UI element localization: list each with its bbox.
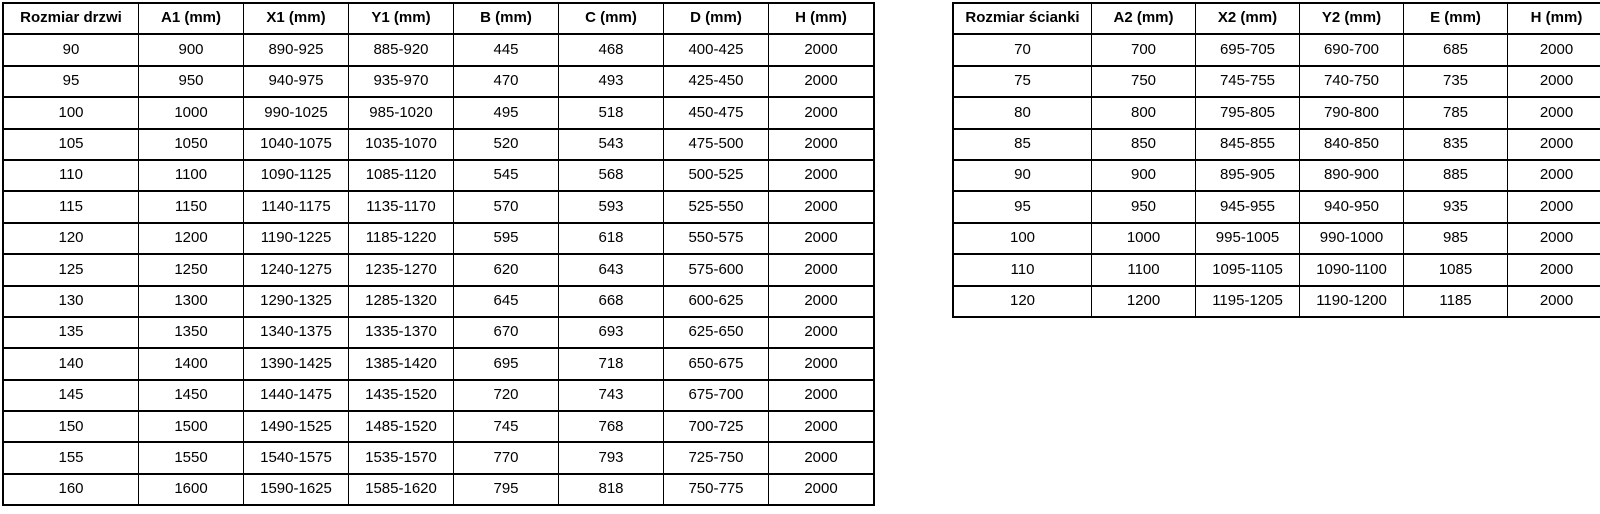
table-cell: 495 (454, 97, 559, 128)
column-header: B (mm) (454, 3, 559, 34)
table-cell: 890-925 (244, 34, 349, 65)
table-cell: 130 (3, 286, 139, 317)
table-cell: 935-970 (349, 66, 454, 97)
table-cell: 900 (1092, 160, 1196, 191)
table-cell: 2000 (1508, 66, 1600, 97)
table-cell: 1585-1620 (349, 474, 454, 505)
table-cell: 890-900 (1300, 160, 1404, 191)
column-header: Rozmiar ścianki (953, 3, 1092, 34)
table-cell: 2000 (769, 34, 875, 65)
table-cell: 2000 (1508, 254, 1600, 285)
column-header: D (mm) (664, 3, 769, 34)
table-cell: 1040-1075 (244, 129, 349, 160)
table-cell: 95 (3, 66, 139, 97)
column-header: A1 (mm) (139, 3, 244, 34)
table-row (3, 66, 874, 97)
table-cell: 750-775 (664, 474, 769, 505)
table-cell: 950 (139, 66, 244, 97)
table-cell: 793 (559, 442, 664, 473)
table-cell: 940-950 (1300, 191, 1404, 222)
table-row (953, 97, 1600, 128)
table-row (3, 254, 874, 285)
table-cell: 935 (1404, 191, 1508, 222)
table-cell: 568 (559, 160, 664, 191)
table-cell: 1435-1520 (349, 380, 454, 411)
table-cell: 120 (3, 223, 139, 254)
table-cell: 2000 (769, 254, 875, 285)
table-cell: 425-450 (664, 66, 769, 97)
table-cell: 985 (1404, 223, 1508, 254)
table-cell: 1490-1525 (244, 411, 349, 442)
table-cell: 2000 (769, 474, 875, 505)
table-cell: 995-1005 (1196, 223, 1300, 254)
table-cell: 2000 (769, 160, 875, 191)
table-cell: 1350 (139, 317, 244, 348)
table-row (953, 223, 1600, 254)
table-cell: 1500 (139, 411, 244, 442)
table-row (953, 160, 1600, 191)
table-cell: 1200 (139, 223, 244, 254)
table-cell: 795 (454, 474, 559, 505)
table-cell: 90 (3, 34, 139, 65)
table-cell: 1195-1205 (1196, 286, 1300, 317)
table-cell: 885 (1404, 160, 1508, 191)
table-cell: 570 (454, 191, 559, 222)
table-row (953, 286, 1600, 317)
table-cell: 1540-1575 (244, 442, 349, 473)
table-cell: 685 (1404, 34, 1508, 65)
table-cell: 625-650 (664, 317, 769, 348)
table-cell: 618 (559, 223, 664, 254)
column-header: A2 (mm) (1092, 3, 1196, 34)
table-cell: 743 (559, 380, 664, 411)
table-cell: 895-905 (1196, 160, 1300, 191)
table-cell: 695-705 (1196, 34, 1300, 65)
table-cell: 110 (3, 160, 139, 191)
table-cell: 400-425 (664, 34, 769, 65)
table-cell: 2000 (1508, 34, 1600, 65)
table-cell: 1050 (139, 129, 244, 160)
table-cell: 693 (559, 317, 664, 348)
table-cell: 790-800 (1300, 97, 1404, 128)
table-cell: 95 (953, 191, 1092, 222)
table-cell: 620 (454, 254, 559, 285)
table-cell: 1190-1225 (244, 223, 349, 254)
table-cell: 2000 (769, 317, 875, 348)
table-cell: 1390-1425 (244, 348, 349, 379)
column-header: X2 (mm) (1196, 3, 1300, 34)
table-cell: 700-725 (664, 411, 769, 442)
table-cell: 818 (559, 474, 664, 505)
table-cell: 835 (1404, 129, 1508, 160)
table-cell: 750 (1092, 66, 1196, 97)
table-cell: 550-575 (664, 223, 769, 254)
column-header: H (mm) (1508, 3, 1600, 34)
table-cell: 85 (953, 129, 1092, 160)
table-cell: 468 (559, 34, 664, 65)
table-cell: 1190-1200 (1300, 286, 1404, 317)
table-cell: 2000 (769, 348, 875, 379)
table-cell: 670 (454, 317, 559, 348)
table-row (3, 411, 874, 442)
table-cell: 1535-1570 (349, 442, 454, 473)
table-cell: 475-500 (664, 129, 769, 160)
table-cell: 885-920 (349, 34, 454, 65)
table-row (953, 254, 1600, 285)
table-cell: 945-955 (1196, 191, 1300, 222)
table-cell: 1000 (139, 97, 244, 128)
table-cell: 768 (559, 411, 664, 442)
table-cell: 70 (953, 34, 1092, 65)
column-header: H (mm) (769, 3, 875, 34)
table-cell: 745 (454, 411, 559, 442)
column-header: Y1 (mm) (349, 3, 454, 34)
table-cell: 1185-1220 (349, 223, 454, 254)
table-cell: 595 (454, 223, 559, 254)
table-row (3, 380, 874, 411)
table-cell: 140 (3, 348, 139, 379)
table-cell: 1090-1125 (244, 160, 349, 191)
table-cell: 675-700 (664, 380, 769, 411)
table-cell: 690-700 (1300, 34, 1404, 65)
table-cell: 445 (454, 34, 559, 65)
table-cell: 500-525 (664, 160, 769, 191)
table-cell: 950 (1092, 191, 1196, 222)
table-cell: 2000 (1508, 191, 1600, 222)
table-cell: 90 (953, 160, 1092, 191)
table-cell: 1440-1475 (244, 380, 349, 411)
table-cell: 1150 (139, 191, 244, 222)
table-cell: 718 (559, 348, 664, 379)
table-row (953, 129, 1600, 160)
table-cell: 600-625 (664, 286, 769, 317)
table-cell: 2000 (769, 66, 875, 97)
table-cell: 150 (3, 411, 139, 442)
table-cell: 520 (454, 129, 559, 160)
table-row (953, 34, 1600, 65)
table-cell: 100 (3, 97, 139, 128)
table-cell: 1100 (139, 160, 244, 191)
table-cell: 1285-1320 (349, 286, 454, 317)
table-cell: 1000 (1092, 223, 1196, 254)
table-cell: 725-750 (664, 442, 769, 473)
table-cell: 795-805 (1196, 97, 1300, 128)
table-cell: 525-550 (664, 191, 769, 222)
header-row (953, 3, 1600, 34)
table-cell: 80 (953, 97, 1092, 128)
table-cell: 493 (559, 66, 664, 97)
table-cell: 450-475 (664, 97, 769, 128)
table-cell: 900 (139, 34, 244, 65)
table-cell: 735 (1404, 66, 1508, 97)
table-cell: 2000 (1508, 223, 1600, 254)
table-cell: 1185 (1404, 286, 1508, 317)
table-cell: 105 (3, 129, 139, 160)
table-cell: 575-600 (664, 254, 769, 285)
table-cell: 2000 (769, 97, 875, 128)
table-cell: 1485-1520 (349, 411, 454, 442)
table-cell: 720 (454, 380, 559, 411)
table-cell: 160 (3, 474, 139, 505)
table-cell: 145 (3, 380, 139, 411)
table-cell: 1590-1625 (244, 474, 349, 505)
table-cell: 745-755 (1196, 66, 1300, 97)
table-cell: 770 (454, 442, 559, 473)
column-header: E (mm) (1404, 3, 1508, 34)
table-cell: 2000 (769, 411, 875, 442)
table-cell: 1085 (1404, 254, 1508, 285)
table-cell: 1100 (1092, 254, 1196, 285)
table-cell: 1290-1325 (244, 286, 349, 317)
header-row (3, 3, 874, 34)
table-cell: 593 (559, 191, 664, 222)
table-cell: 1340-1375 (244, 317, 349, 348)
column-header: Y2 (mm) (1300, 3, 1404, 34)
table-cell: 75 (953, 66, 1092, 97)
table-row (3, 34, 874, 65)
table-cell: 990-1025 (244, 97, 349, 128)
table-cell: 2000 (769, 442, 875, 473)
table-cell: 1095-1105 (1196, 254, 1300, 285)
table-cell: 1140-1175 (244, 191, 349, 222)
table-cell: 1450 (139, 380, 244, 411)
table-cell: 125 (3, 254, 139, 285)
table-cell: 1250 (139, 254, 244, 285)
table-cell: 2000 (1508, 286, 1600, 317)
table-cell: 545 (454, 160, 559, 191)
table-cell: 470 (454, 66, 559, 97)
table-cell: 785 (1404, 97, 1508, 128)
column-header: X1 (mm) (244, 3, 349, 34)
table-cell: 2000 (769, 286, 875, 317)
table-cell: 645 (454, 286, 559, 317)
table-cell: 135 (3, 317, 139, 348)
table-cell: 800 (1092, 97, 1196, 128)
table-cell: 2000 (769, 380, 875, 411)
table-cell: 985-1020 (349, 97, 454, 128)
table-cell: 2000 (769, 129, 875, 160)
table-cell: 840-850 (1300, 129, 1404, 160)
table-row (3, 97, 874, 128)
table-row (953, 66, 1600, 97)
table-row (3, 160, 874, 191)
table-cell: 1085-1120 (349, 160, 454, 191)
table-row (953, 191, 1600, 222)
table-cell: 700 (1092, 34, 1196, 65)
table-cell: 543 (559, 129, 664, 160)
table-cell: 695 (454, 348, 559, 379)
table-cell: 1385-1420 (349, 348, 454, 379)
table-cell: 1235-1270 (349, 254, 454, 285)
table-cell: 120 (953, 286, 1092, 317)
table-row (3, 286, 874, 317)
table-cell: 643 (559, 254, 664, 285)
table-row (3, 223, 874, 254)
table-cell: 845-855 (1196, 129, 1300, 160)
table-cell: 2000 (1508, 129, 1600, 160)
table-cell: 2000 (769, 223, 875, 254)
table-cell: 115 (3, 191, 139, 222)
table-row (3, 191, 874, 222)
table-cell: 110 (953, 254, 1092, 285)
table-cell: 650-675 (664, 348, 769, 379)
table-row (3, 317, 874, 348)
table-cell: 1335-1370 (349, 317, 454, 348)
table-cell: 1300 (139, 286, 244, 317)
column-header: Rozmiar drzwi (3, 3, 139, 34)
table-cell: 1240-1275 (244, 254, 349, 285)
table-cell: 990-1000 (1300, 223, 1404, 254)
table-row (3, 474, 874, 505)
table-cell: 2000 (1508, 160, 1600, 191)
table-cell: 2000 (1508, 97, 1600, 128)
table-cell: 1550 (139, 442, 244, 473)
table-cell: 850 (1092, 129, 1196, 160)
table-cell: 1200 (1092, 286, 1196, 317)
table-cell: 740-750 (1300, 66, 1404, 97)
table-cell: 1090-1100 (1300, 254, 1404, 285)
door-size-table (2, 2, 875, 506)
table-cell: 668 (559, 286, 664, 317)
table-row (3, 442, 874, 473)
table-cell: 940-975 (244, 66, 349, 97)
table-cell: 1135-1170 (349, 191, 454, 222)
table-cell: 2000 (769, 191, 875, 222)
wall-size-table (952, 2, 1600, 318)
table-cell: 155 (3, 442, 139, 473)
table-row (3, 348, 874, 379)
table-cell: 1600 (139, 474, 244, 505)
column-header: C (mm) (559, 3, 664, 34)
table-cell: 1400 (139, 348, 244, 379)
table-row (3, 129, 874, 160)
table-cell: 518 (559, 97, 664, 128)
table-cell: 100 (953, 223, 1092, 254)
table-cell: 1035-1070 (349, 129, 454, 160)
